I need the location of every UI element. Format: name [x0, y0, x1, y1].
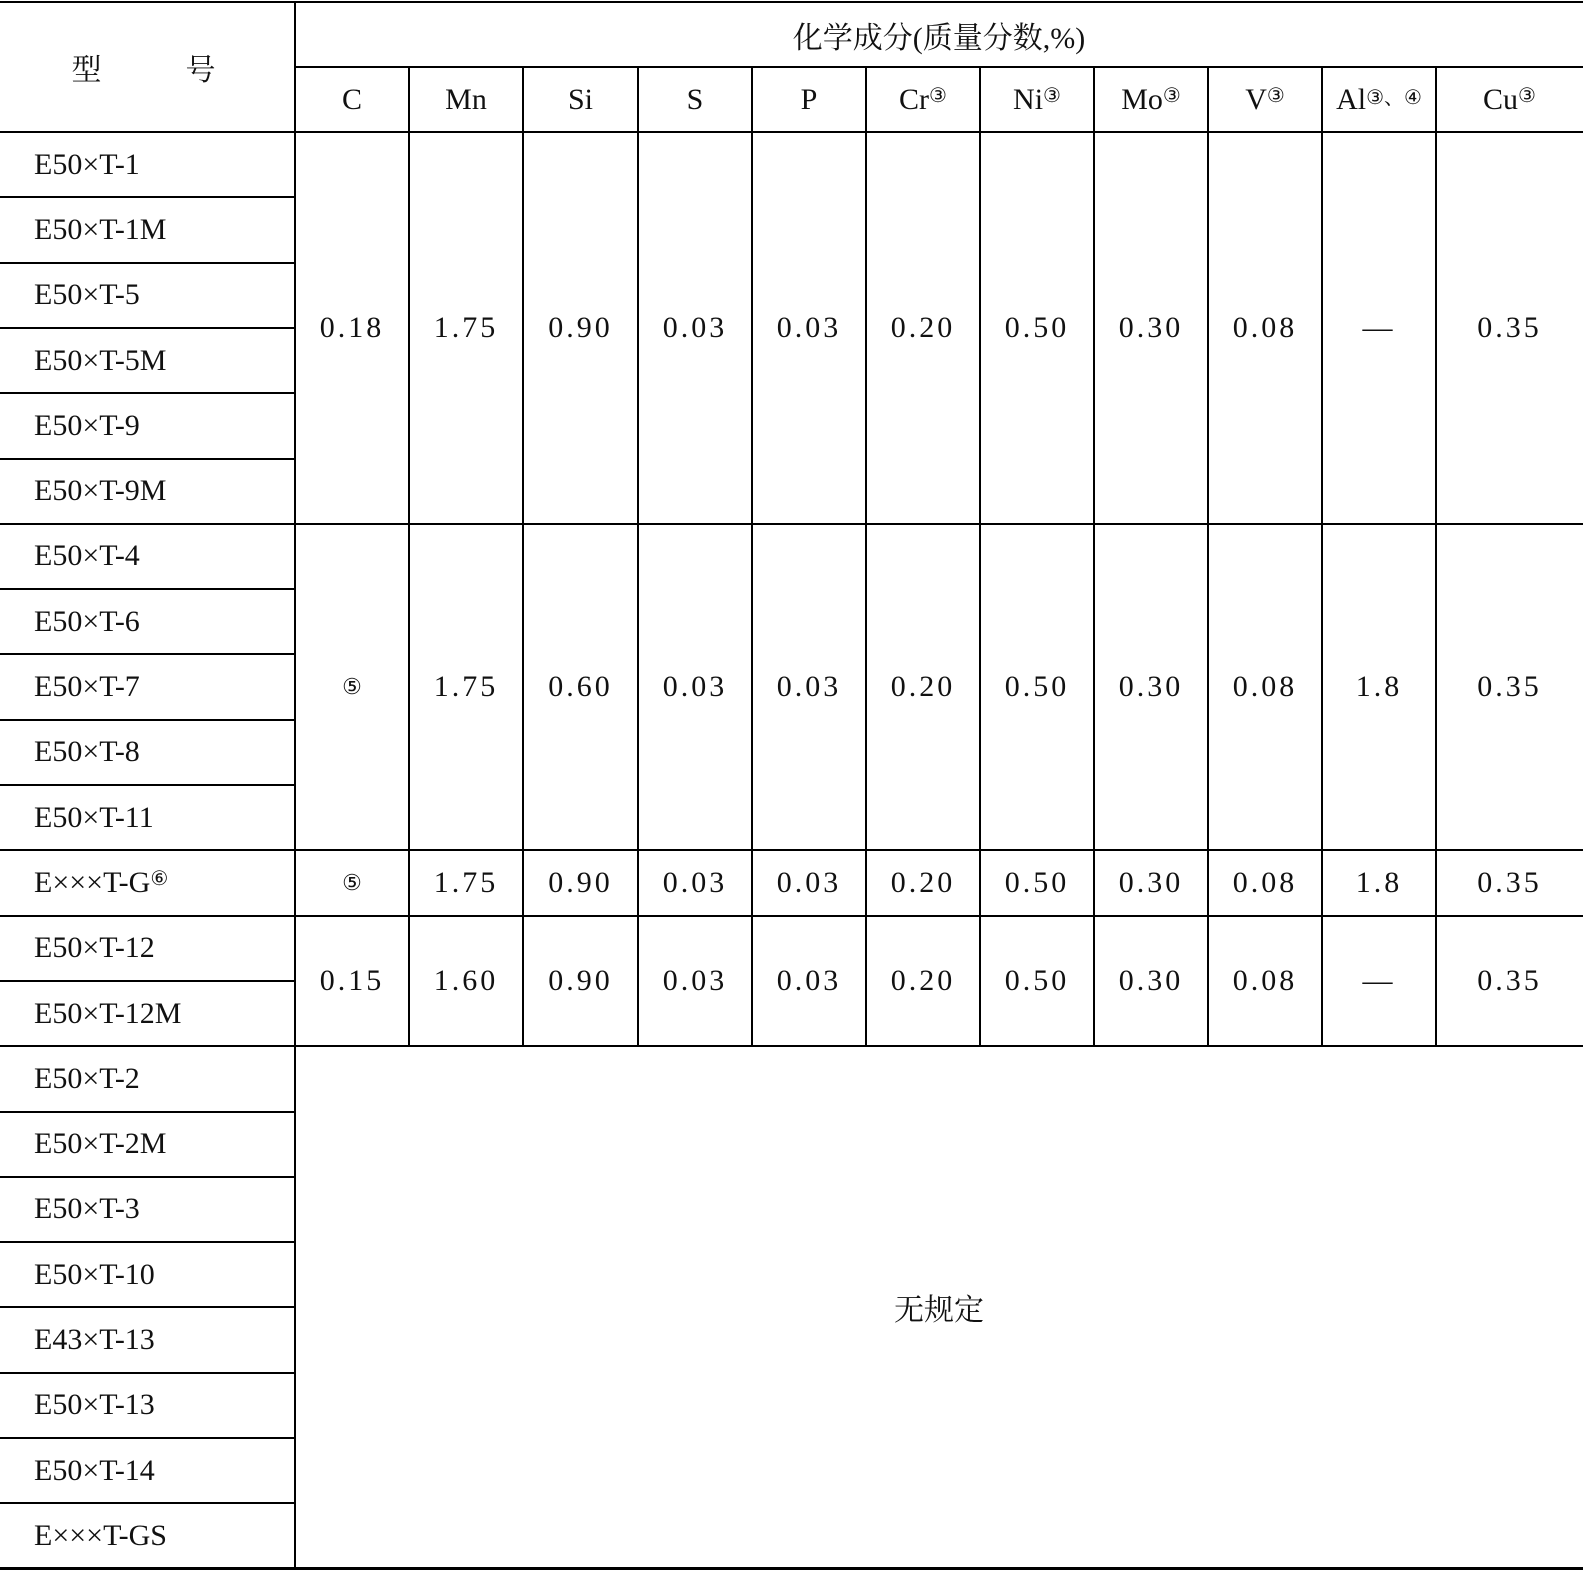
cell-text: E50×T-9: [34, 408, 140, 442]
cell-text: Ni: [1013, 82, 1044, 116]
model-cell: [0, 1112, 295, 1177]
cell-text: E50×T-5: [34, 278, 140, 312]
model-header: 型 号: [71, 54, 224, 87]
table-rule: [0, 1502, 295, 1504]
model-cell: [0, 720, 295, 785]
value-cell: 1.8: [1355, 670, 1403, 704]
cell-text: E×××T-GS: [34, 1518, 167, 1552]
value-cell: 1.75: [433, 865, 499, 899]
value-cell: 0.60: [548, 670, 613, 704]
element-header-mn: [409, 67, 523, 132]
value-cell: 0.03: [662, 670, 728, 704]
table-rule: [522, 67, 524, 1046]
element-header-c: [295, 67, 409, 132]
table-rule: [0, 131, 1583, 133]
cell-text: E50×T-1: [34, 147, 140, 181]
table-rule: [1093, 67, 1095, 1046]
value-cell: 0.50: [1004, 865, 1070, 899]
value-cell: ⑤: [342, 674, 362, 700]
unspecified-cell: 无规定: [894, 1294, 984, 1328]
value-cell: —: [1362, 963, 1396, 997]
table-rule: [637, 67, 639, 1046]
footnote-mark: ③: [1162, 85, 1181, 107]
value-cell: 0.18: [319, 310, 385, 344]
cell-text: Al: [1336, 82, 1367, 116]
model-cell: [0, 524, 295, 589]
model-cell: [0, 785, 295, 850]
table-rule: [0, 653, 295, 655]
table-rule: [0, 1, 1583, 3]
table-rule: [0, 392, 295, 394]
value-cell: 0.03: [662, 310, 728, 344]
table-rule: [1207, 67, 1209, 1046]
table-rule: [0, 1176, 295, 1178]
value-cell: 0.20: [890, 310, 956, 344]
table-rule: [0, 1111, 295, 1113]
value-cell: 0.03: [776, 865, 842, 899]
value-cell: 1.8: [1355, 865, 1403, 899]
value-cell: —: [1362, 310, 1396, 344]
value-cell: 0.90: [548, 865, 613, 899]
cell-text: E50×T-12M: [34, 996, 182, 1030]
value-cell: 0.03: [776, 310, 842, 344]
element-header-cr: [866, 67, 980, 132]
cell-text: E50×T-11: [34, 800, 154, 834]
element-header-mo: [1094, 67, 1208, 132]
cell-text: E50×T-1M: [34, 212, 167, 246]
model-cell: [0, 981, 295, 1046]
value-cell: 0.50: [1004, 310, 1070, 344]
value-cell: 1.60: [433, 963, 499, 997]
footnote-mark: ③: [1266, 85, 1285, 107]
element-header-cu: [1436, 67, 1583, 132]
model-cell: [0, 263, 295, 328]
model-cell: [0, 459, 295, 524]
value-cell: 0.90: [548, 963, 613, 997]
value-cell: 1.75: [433, 310, 499, 344]
model-cell: [0, 1307, 295, 1372]
table-rule: [0, 196, 295, 198]
value-cell: 0.90: [548, 310, 613, 344]
model-cell: [0, 132, 295, 197]
value-cell: ⑤: [342, 869, 362, 895]
model-cell: [0, 1046, 295, 1111]
value-cell: 0.03: [662, 865, 728, 899]
cell-text: E50×T-3: [34, 1192, 140, 1226]
cell-text: E50×T-14: [34, 1453, 155, 1487]
value-cell: 0.35: [1477, 865, 1542, 899]
cell-text: E50×T-9M: [34, 474, 167, 508]
value-cell: 0.08: [1232, 963, 1298, 997]
footnote-mark: ③、④: [1366, 87, 1422, 109]
model-cell: [0, 916, 295, 981]
model-cell: [0, 589, 295, 654]
cell-text: E50×T-7: [34, 670, 140, 704]
table-rule: [0, 327, 295, 329]
cell-text: E50×T-4: [34, 539, 140, 573]
cell-text: C: [341, 82, 362, 116]
element-header-al: [1322, 67, 1436, 132]
table-rule: [0, 1567, 1583, 1570]
model-cell: [0, 393, 295, 458]
table-rule: [865, 67, 867, 1046]
element-header-v: [1208, 67, 1322, 132]
model-cell: [0, 1503, 295, 1568]
value-cell: 0.03: [776, 670, 842, 704]
cell-text: V: [1245, 82, 1267, 116]
model-cell: [0, 850, 295, 915]
cell-text: E50×T-5M: [34, 343, 167, 377]
value-cell: 1.75: [433, 670, 499, 704]
model-cell: [0, 1438, 295, 1503]
value-cell: 0.35: [1477, 963, 1542, 997]
cell-text: P: [800, 82, 818, 116]
table-rule: [295, 66, 1583, 68]
value-cell: 0.30: [1118, 865, 1184, 899]
table-rule: [0, 980, 295, 982]
element-header-s: [638, 67, 752, 132]
table-rule: [0, 1372, 295, 1374]
element-header-p: [752, 67, 866, 132]
value-cell: 0.20: [890, 963, 956, 997]
value-cell: 0.15: [319, 963, 385, 997]
table-rule: [0, 1241, 295, 1243]
model-cell: [0, 328, 295, 393]
table-rule: [1321, 67, 1323, 1046]
cell-text: Mn: [445, 82, 487, 116]
table-rule: [295, 915, 1583, 917]
cell-text: E50×T-13: [34, 1388, 155, 1422]
table-rule: [0, 784, 295, 786]
value-cell: 0.08: [1232, 310, 1298, 344]
table-rule: [0, 588, 295, 590]
table-rule: [0, 523, 295, 525]
cell-text: E50×T-10: [34, 1257, 155, 1291]
value-cell: 0.08: [1232, 865, 1298, 899]
model-cell: [0, 1177, 295, 1242]
table-rule: [295, 1045, 1583, 1047]
model-cell: [0, 1242, 295, 1307]
value-cell: 0.03: [662, 963, 728, 997]
table-rule: [979, 67, 981, 1046]
table-rule: [0, 915, 295, 917]
table-rule: [0, 1045, 295, 1047]
value-cell: 0.30: [1118, 670, 1184, 704]
cell-text: E×××T-G: [34, 865, 151, 899]
cell-text: Cu: [1483, 82, 1519, 116]
cell-text: E50×T-8: [34, 735, 140, 769]
footnote-mark: ③: [1518, 85, 1536, 107]
cell-text: Si: [567, 82, 594, 116]
cell-text: E50×T-6: [34, 604, 140, 638]
cell-text: Mo: [1121, 82, 1163, 116]
cell-text: E43×T-13: [34, 1323, 155, 1357]
footnote-mark: ③: [929, 85, 947, 107]
value-cell: 0.50: [1004, 670, 1070, 704]
value-cell: 0.20: [890, 670, 956, 704]
footnote-mark: ⑥: [150, 868, 169, 891]
cell-text: S: [686, 82, 704, 116]
table-rule: [295, 523, 1583, 525]
value-cell: 0.08: [1232, 670, 1298, 704]
table-rule: [295, 849, 1583, 851]
value-cell: 0.20: [890, 865, 956, 899]
value-cell: 0.30: [1118, 310, 1184, 344]
value-cell: 0.35: [1477, 670, 1542, 704]
table-rule: [751, 67, 753, 1046]
value-cell: 0.30: [1118, 963, 1184, 997]
footnote-mark: ③: [1043, 85, 1061, 107]
composition-header: 化学成分(质量分数,%): [792, 21, 1086, 55]
value-cell: 0.03: [776, 963, 842, 997]
table-rule: [1435, 67, 1437, 1046]
model-cell: [0, 654, 295, 719]
element-header-si: [523, 67, 638, 132]
cell-text: E50×T-2M: [34, 1127, 167, 1161]
value-cell: 0.35: [1477, 310, 1542, 344]
table-rule: [0, 849, 295, 851]
cell-text: E50×T-2: [34, 1061, 140, 1095]
cell-text: E50×T-12: [34, 931, 155, 965]
table-rule: [0, 458, 295, 460]
cell-text: Cr: [899, 82, 930, 116]
model-cell: [0, 197, 295, 262]
table-rule: [0, 1437, 295, 1439]
value-cell: 0.50: [1004, 963, 1070, 997]
table-rule: [0, 1306, 295, 1308]
table-rule: [0, 262, 295, 264]
table-rule: [294, 2, 296, 1569]
model-cell: [0, 1373, 295, 1438]
table-rule: [0, 719, 295, 721]
table-rule: [408, 67, 410, 1046]
element-header-ni: [980, 67, 1094, 132]
